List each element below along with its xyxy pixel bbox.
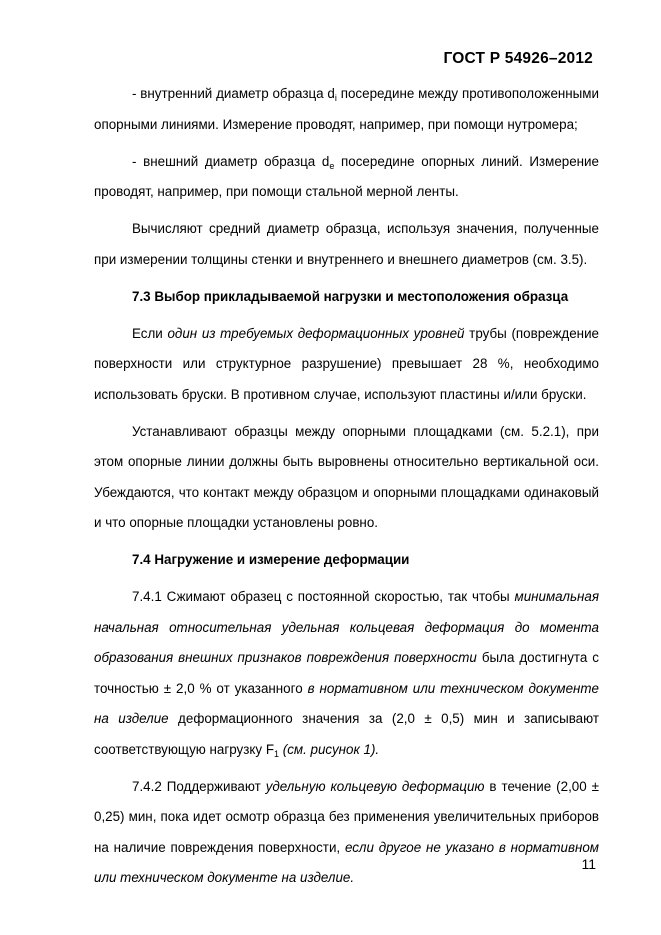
text-run: трубы (повреждение поверхности или структурное разрушение) превышает 28 %, необходимо использовать бруски. В противном случае, используют пластины и/или бруски. <box>94 325 599 402</box>
document-code-header: ГОСТ Р 54926–2012 <box>443 50 593 67</box>
paragraph-outer-diameter <box>94 147 599 208</box>
italic-run: удельную кольцевую деформацию <box>265 778 485 794</box>
text-run: 7.4.2 Поддерживают <box>132 778 266 794</box>
text-run: Если <box>132 325 168 341</box>
paragraph-7-4-1 <box>94 582 599 765</box>
text-run: - внутренний диаметр образца d <box>132 86 335 101</box>
paragraph-specimen-placement: Устанавливают образцы между опорными площадками (см. 5.2.1), при этом опорные линии должны быть выровнены относительно вертикальной оси. Убеждаются, что контакт между образцом и опорными площадками одинаковый и что опорные площадки установлены ровно. <box>94 423 599 530</box>
subscript: 1 <box>274 748 280 759</box>
text-run: посередине между противоположенными опорными линиями. Измерение проводят, например, при помощи нутромера; <box>94 86 599 132</box>
text-run: посередине опорных линий. Измерение проводят, например, при помощи стальной мерной ленты. <box>94 153 599 199</box>
italic-run: минимальная начальная относительная удельная кольцевая деформация до момента образования внешних признаков повреждения поверхности <box>94 589 599 665</box>
italic-run: если другое не указано в нормативном или техническом документе на изделие. <box>94 839 599 885</box>
italic-run: в нормативном или техническом документе на изделие <box>94 680 599 726</box>
text-run: 7.4.1 Сжимают образец с постоянной скоростью, так чтобы <box>132 589 515 604</box>
text-run: в течение (2,00 ± 0,25) мин, пока идет осмотр образца без применения увеличительных приборов на наличие повреждения поверхности, <box>94 778 599 855</box>
italic-run: (см. рисунок 1). <box>279 741 380 757</box>
section-heading-7-3: 7.3 Выбор прикладываемой нагрузки и местоположения образца <box>132 288 569 304</box>
document-body <box>94 79 599 894</box>
text-run: - внешний диаметр образца d <box>132 153 330 169</box>
subscript: e <box>329 160 335 171</box>
text-run: деформационного значения за (2,0 ± 0,5) мин и записывают соответствующую нагрузку F <box>94 711 599 757</box>
paragraph-mean-diameter: Вычисляют средний диаметр образца, используя значения, полученные при измерении толщины стенки и внутреннего и внешнего диаметров (см. 3.5). <box>94 221 599 267</box>
paragraph-inner-diameter <box>94 79 599 140</box>
page-number: 11 <box>581 856 596 872</box>
section-heading-7-4: 7.4 Нагружение и измерение деформации <box>132 552 410 567</box>
text-run: была достигнута с точностью ± 2,0 % от указанного <box>94 650 599 696</box>
subscript: i <box>334 93 337 103</box>
paragraph-load-choice <box>94 319 599 411</box>
italic-run: один из требуемых деформационных уровней <box>167 325 465 341</box>
paragraph-7-4-2 <box>94 772 599 894</box>
